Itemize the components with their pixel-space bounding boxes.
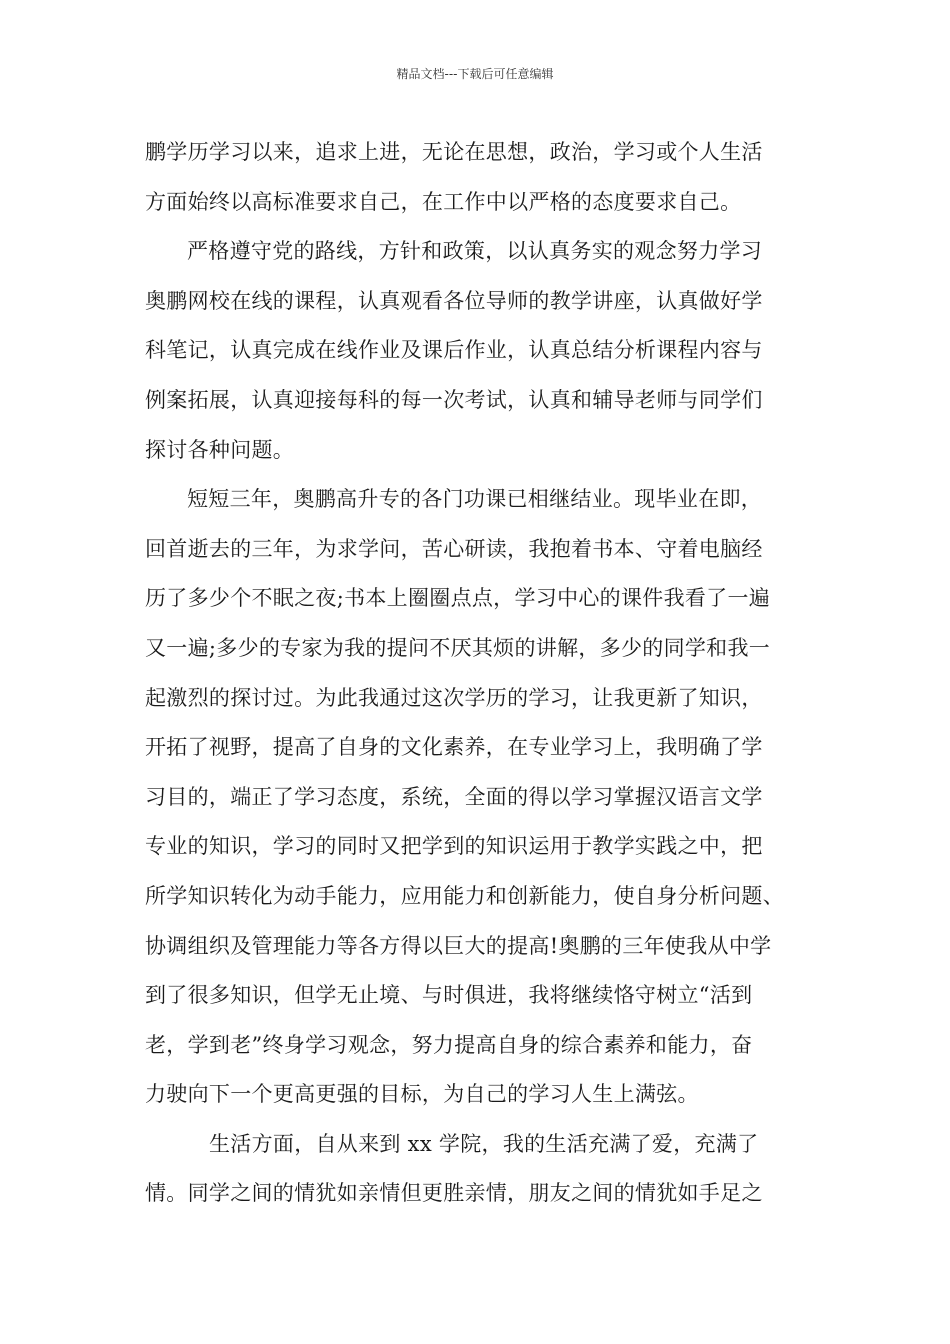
- paragraph-start-line: 短短三年，奥鹏高升专的各门功课已相继结业。现毕业在即，: [187, 487, 763, 512]
- text-line: 情。同学之间的情犹如亲情但更胜亲情，朋友之间的情犹如手足之: [145, 1181, 763, 1206]
- document-body: [145, 134, 825, 1225]
- page-header: 精品文档---下载后可任意编辑: [396, 67, 554, 81]
- text-line: 奥鹏网校在线的课程，认真观看各位导师的教学讲座，认真做好学: [145, 288, 763, 313]
- text-line: 专业的知识，学习的同时又把学到的知识运用于教学实践之中，把: [145, 834, 763, 859]
- text-line: 所学知识转化为动手能力，应用能力和创新能力，使自身分析问题、: [145, 883, 784, 908]
- paragraph-start-line: 生活方面，自从来到 xx 学院，我的生活充满了爱，充满了: [209, 1131, 759, 1156]
- text-line: 回首逝去的三年，为求学问，苦心研读，我抱着书本、守着电脑经: [145, 536, 763, 561]
- text-line: 协调组织及管理能力等各方得以巨大的提高!奥鹏的三年使我从中学: [145, 933, 772, 958]
- text-line: 科笔记，认真完成在线作业及课后作业，认真总结分析课程内容与: [145, 338, 763, 363]
- text-line: 例案拓展，认真迎接每科的每一次考试，认真和辅导老师与同学们: [145, 387, 763, 412]
- text-line: 历了多少个不眠之夜;书本上圈圈点点，学习中心的课件我看了一遍: [145, 586, 771, 611]
- text-line: 方面始终以高标准要求自己，在工作中以严格的态度要求自己。: [145, 189, 742, 214]
- text-line: 又一遍;多少的专家为我的提问不厌其烦的讲解，多少的同学和我一: [145, 635, 771, 660]
- text-line: 起激烈的探讨过。为此我通过这次学历的学习，让我更新了知识，: [145, 685, 763, 710]
- text-line: 老，学到老”终身学习观念，努力提高自身的综合素养和能力，奋: [145, 1032, 753, 1057]
- text-line: 鹏学历学习以来，追求上进，无论在思想，政治，学习或个人生活: [145, 140, 763, 164]
- text-line: 开拓了视野，提高了自身的文化素养，在专业学习上，我明确了学: [145, 735, 763, 760]
- text-line: 力驶向下一个更高更强的目标，为自己的学习人生上满弦。: [145, 1082, 699, 1107]
- text-line: 探讨各种问题。: [145, 437, 295, 462]
- text-line: 到了很多知识，但学无止境、与时俱进，我将继续恪守树立“活到: [145, 983, 753, 1008]
- paragraph-start-line: 严格遵守党的路线，方针和政策，以认真务实的观念努力学习: [187, 239, 763, 264]
- text-line: 习目的，端正了学习态度，系统，全面的得以学习掌握汉语言文学: [145, 784, 763, 809]
